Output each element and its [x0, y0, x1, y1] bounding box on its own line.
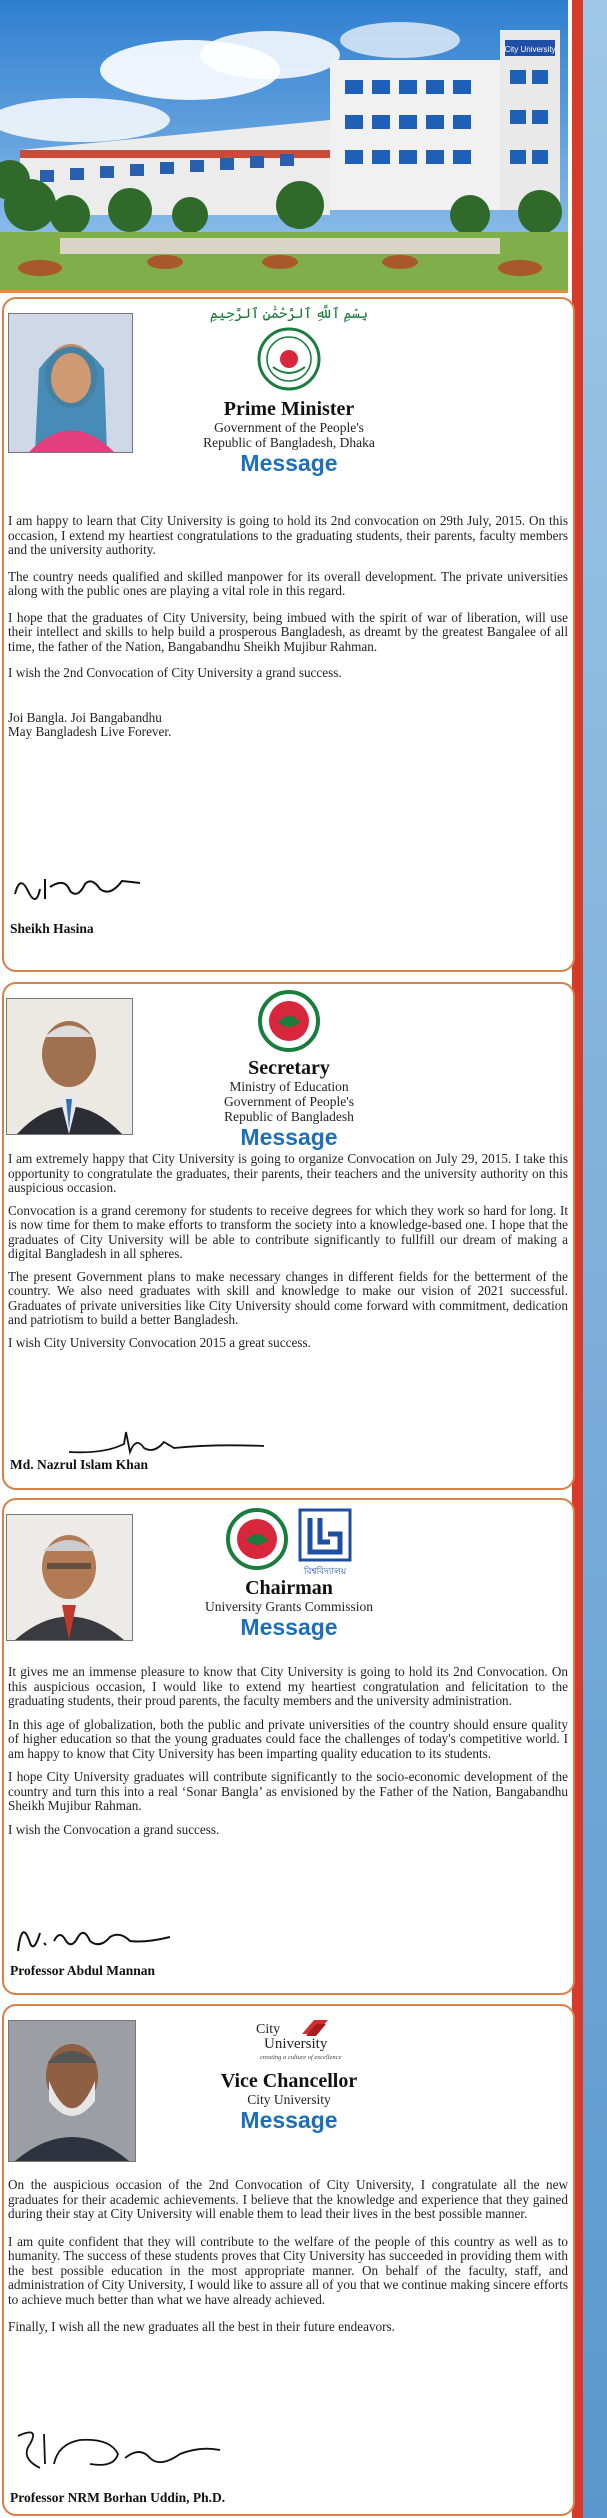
chairman-photo	[6, 1514, 133, 1641]
paragraph: Joi Bangla. Joi Bangabandhu	[8, 709, 162, 725]
right-blue-border	[583, 0, 607, 2518]
book-logo-icon	[300, 2014, 330, 2038]
prime-minister-subtitle-2: Republic of Bangladesh, Dhaka	[203, 435, 375, 450]
paragraph: I am happy to learn that City University is going to hold its 2nd convocation on 29th July, 2015. On this occasion, I extend my heartiest congratulations to the graduating students, their parents, faculty members and the university authority.	[8, 513, 568, 557]
bismillah-calligraphy: بِسْمِ ٱللَّهِ ٱلرَّحْمَٰنِ ٱلرَّحِيمِ	[209, 307, 369, 322]
paragraph: I am extremely happy that City University is going to organize Convocation on July 29, 2015. I take this opportunity to congratulate the graduates, their parents, their teachers and the university authority on this auspicious occasion.	[8, 1151, 568, 1195]
secretary-subtitle-1: Ministry of Education	[229, 1079, 349, 1094]
chairman-message-heading: Message	[240, 1614, 338, 1640]
paragraph: I wish the Convocation a grand success.	[8, 1821, 220, 1837]
prime-minister-name: Sheikh Hasina	[10, 921, 94, 936]
city-university-logo	[164, 2012, 414, 2070]
paragraph: I wish City University Convocation 2015 a great success.	[8, 1334, 311, 1350]
chairman-name: Professor Abdul Mannan	[10, 1963, 156, 1978]
logo-tagline: creating a culture of excellence	[260, 2054, 342, 2061]
logo-word-university: University	[264, 2036, 328, 2052]
paragraph: On the auspicious occasion of the 2nd Convocation of City University, I congratulate all the new graduates for their academic achievements. I believe that the knowledge and experience that they gained during their stay at City University will enable them to lead their lives in the best possible manner.	[8, 2177, 568, 2221]
chairman-signature	[10, 1913, 180, 1959]
chairman-panel	[2, 1498, 575, 1995]
secretary-message-body	[8, 1152, 568, 1362]
building-sign: City University	[504, 45, 556, 54]
prime-minister-message-body	[8, 514, 568, 752]
paragraph: I wish the 2nd Convocation of City University a grand success.	[8, 665, 342, 680]
prime-minister-title: Prime Minister	[223, 398, 355, 420]
prime-minister-panel	[2, 297, 575, 972]
paragraph: I hope that the graduates of City University, being imbued with the spirit of war of liberation, will use their intellect and skills to help build a prosperous Bangladesh, as dreamt by the greatest Bangalee of all time, the father of the Nation, Bangabandhu Sheikh Mujibur Rahman.	[8, 609, 568, 654]
secretary-photo	[6, 998, 133, 1135]
vice-chancellor-photo	[8, 2020, 136, 2162]
paragraph: May Bangladesh Live Forever.	[8, 724, 172, 739]
chairman-subtitle-1: University Grants Commission	[205, 1599, 373, 1614]
ugc-logo-caption: বিশ্ববিদ্যালয়	[303, 1567, 347, 1577]
vice-chancellor-header	[164, 2012, 414, 2133]
vice-chancellor-name: Professor NRM Borhan Uddin, Ph.D.	[10, 2490, 226, 2505]
secretary-title: Secretary	[248, 1057, 330, 1079]
prime-minister-subtitle-1: Government of the People's	[214, 420, 364, 435]
paragraph: I hope City University graduates will contribute significantly to the socio-economic development of the country and turn this into a real ‘Sonar Bangla’ as envisioned by the Father of the Nation, Bangabandhu Sheikh Mujibur Rahman.	[8, 1769, 568, 1813]
prime-minister-signature	[10, 869, 150, 909]
secretary-subtitle-3: Republic of Bangladesh	[224, 1109, 354, 1124]
secretary-header	[164, 990, 414, 1150]
government-seal-icon	[226, 1508, 288, 1570]
government-seal-icon	[257, 327, 321, 391]
prime-minister-photo	[8, 313, 133, 453]
ugc-logo-icon	[298, 1508, 352, 1562]
paragraph: The present Government plans to make necessary changes in different fields for the betterment of the country. We also need graduates with skill and knowledge to make our vision of 2021 successful. Graduates of private universities like City University should come forward with commitment, dedication and patriotism to build a better Bangladesh.	[8, 1268, 568, 1327]
vice-chancellor-message-heading: Message	[240, 2107, 338, 2133]
vice-chancellor-subtitle-1: City University	[247, 2092, 331, 2107]
vice-chancellor-panel	[2, 2004, 575, 2516]
secretary-panel	[2, 982, 575, 1490]
vice-chancellor-message-body	[8, 2178, 568, 2347]
chairman-message-body	[8, 1665, 568, 1849]
secretary-message-heading: Message	[240, 1124, 338, 1150]
prime-minister-header	[164, 307, 414, 476]
chairman-header	[164, 1508, 414, 1640]
secretary-subtitle-2: Government of People's	[224, 1094, 354, 1109]
campus-photo	[0, 0, 568, 293]
chairman-title: Chairman	[245, 1577, 333, 1599]
ugc-logo	[298, 1508, 352, 1577]
paragraph: It gives me an immense pleasure to know that City University is going to hold its 2nd Convocation. On this auspicious occasion, I would like to extend my heartiest congratulation and felicitation to the graduating students, their proud parents, the faculty members and the university administration.	[8, 1664, 568, 1708]
prime-minister-message-heading: Message	[240, 450, 338, 476]
paragraph: The country needs qualified and skilled manpower for its overall development. The private universities along with the public ones are playing a vital role in this regard.	[8, 568, 568, 598]
paragraph: Convocation is a grand ceremony for students to receive degrees for which they work so hard for long. It is now time for them to make efforts to transform the society into a knowledge-based one. I hope that the graduates of City University will be able to contribute significantly to fullfill our dream of making a digital Bangladesh in all spheres.	[8, 1202, 568, 1261]
vice-chancellor-title: Vice Chancellor	[220, 2070, 358, 2092]
secretary-name: Md. Nazrul Islam Khan	[10, 1457, 149, 1472]
paragraph: In this age of globalization, both the public and private universities of the country should ensure quality of higher education so that the young graduates could face the challenges of today's competitive world. I am happy to know that City University has been imparting quality education to its students.	[8, 1716, 568, 1761]
vice-chancellor-signature	[10, 2424, 230, 2484]
logo-word-city: City	[256, 2022, 281, 2037]
chairman-logos	[164, 1508, 414, 1577]
paragraph: Finally, I wish all the new graduates all the best in their future endeavors.	[8, 2319, 395, 2334]
government-seal-icon	[258, 990, 320, 1052]
paragraph: I am quite confident that they will contribute to the welfare of the people of this country as well as to humanity. The success of these students proves that City University has succeeded in providing them with the best possible education in the most appropriate manner. On behalf of the faculty, staff, and administration of City University, I would like to assure all of you that we continue making sincere efforts to achieve much better than what we have already achieved.	[8, 2233, 568, 2307]
